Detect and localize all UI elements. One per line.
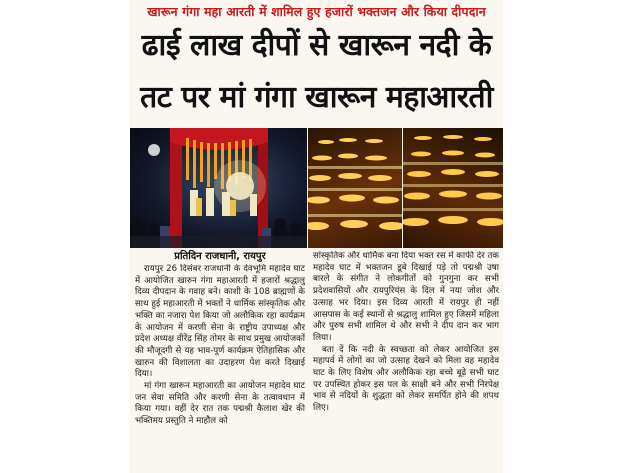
diya-lamps-photo-left <box>308 128 402 248</box>
article-paragraph: मां गंगा खारून महाआरती का आयोजन महादेव घाट जन सेवा समिति और करणी सेना के तत्वावधान में किया गया। वहीं देर रात तक पद्मश्री कैलाश खेर की भक्तिमय प्रस्तुति ने माहौल को <box>135 381 305 427</box>
article-column-left <box>135 264 305 470</box>
headline-line-1: ढाई लाख दीपों से खारून नदी के <box>141 28 492 63</box>
article-column-right <box>313 251 499 470</box>
kicker-headline: खारून गंगा महा आरती में शामिल हुए हजारों भक्तजन और किया दीपदान <box>147 4 486 19</box>
diya-lamps-photo-right <box>403 128 503 248</box>
aarti-stage-photo <box>130 128 307 248</box>
article-paragraph: बता दें कि नदी के स्वच्छता को लेकर आयोजित इस महापर्व में लोगों का जो उत्साह देखने को मिला वह महादेव घाट के लिए विशेष और अलौकिक रहा बच्चे बूढ़े सभी घाट पर उपस्थित होकर इस पल के साक्षी बने और सभी निरपेक्ष भाव से नदियों के शुद्धता को लेकर समर्पित होने की शपथ लिए। <box>313 344 499 414</box>
article-paragraph: रायपुर 26 दिसंबर राजधानी के देवभूमि महादेव घाट में आयोजित खारुन गंगा महाआरती में हजारों श्रद्धालु दिव्य दीपदान के गवाह बने। काशी के 108 ब्राह्मणों के साथ हुई महाआरती में भक्तों ने धार्मिक सांस्कृतिक और भक्ति का नजारा पेश किया जो अलौकिक रहा कार्यक्रम के आयोजन में करणी सेना के राष्ट्रीय उपाध्यक्ष और प्रदेश अध्यक्ष वीरेंद्र सिंह तोमर के साथ प्रमुख आयोजकों की मौजूदगी से यह भाव-पूर्ण कार्यक्रम ऐतिहासिक और खारुन की विशालता का उदाहरण पेश करते दिखाई दिया। <box>135 264 305 380</box>
dateline: प्रतिदिन राजधानी, रायपुर <box>174 251 266 262</box>
headline-line-2: तट पर मां गंगा खारून महाआरती <box>140 80 493 115</box>
article-paragraph: सांस्कृतिक और धार्मिक बना दिया भक्त रस में काफी देर तक महादेव घाट में भक्तजन डूबे दिखाई पड़े तो पद्मश्री उषा बारले के संगीत ने लोकगीतों को गुनगुना कर सभी प्रदेशवासियों और रायपुरियंस के दिल में नया जोश और उत्साह भर दिया। इस दिव्य आरती में रायपुर ही नहीं आसपास के कई स्थानों से श्रद्धालु शामिल हुए जिसमें महिला और पुरुष सभी शामिल थे और सभी ने दीप दान कर भाग लिया। <box>313 251 499 343</box>
newspaper-clipping <box>130 0 503 473</box>
